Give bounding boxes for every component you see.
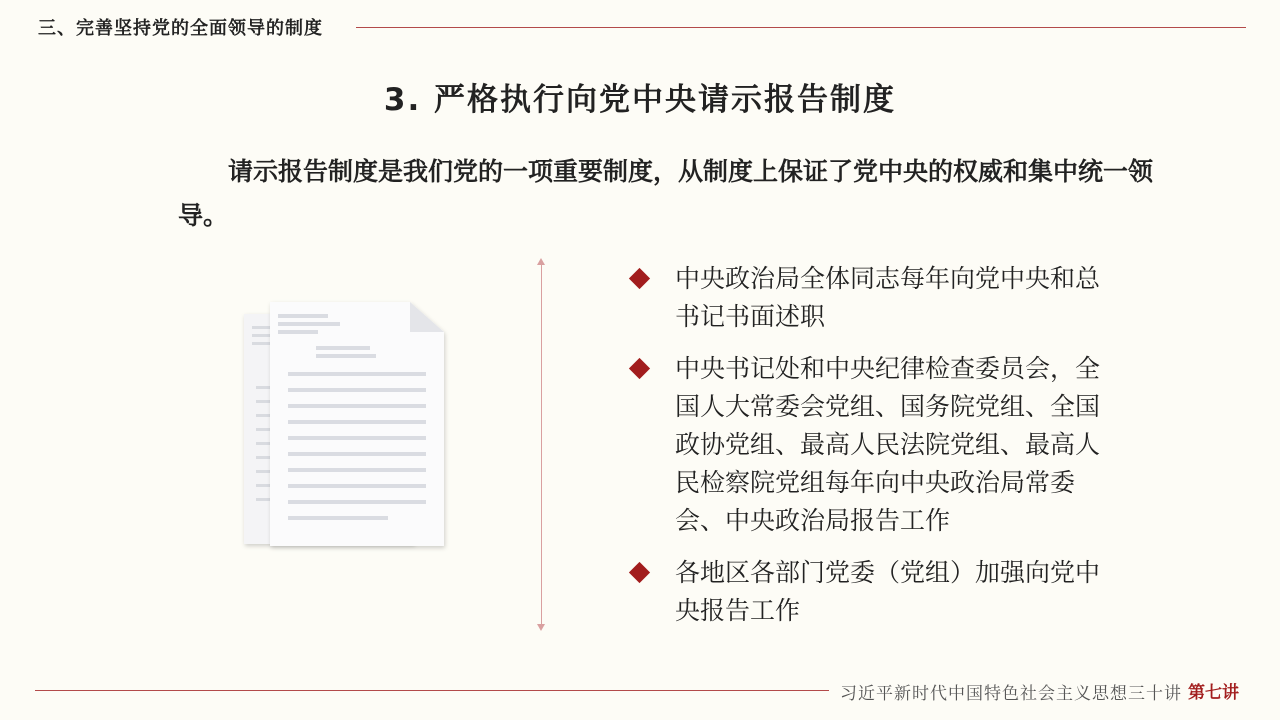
list-item bbox=[628, 350, 1108, 540]
vertical-divider bbox=[541, 262, 542, 628]
footer-lecture-number: 第七讲 bbox=[1188, 683, 1239, 703]
document-stack-icon bbox=[236, 296, 456, 556]
slide-title: 3. 严格执行向党中央请示报告制度 bbox=[383, 82, 897, 118]
list-item-text: 各地区各部门党委（党组）加强向党中央报告工作 bbox=[675, 558, 1101, 625]
diamond-bullet-icon bbox=[629, 268, 650, 289]
footer-series-title: 习近平新时代中国特色社会主义思想三十讲 bbox=[840, 684, 1182, 704]
header-divider bbox=[356, 27, 1246, 28]
footer-divider bbox=[35, 690, 829, 691]
diamond-bullet-icon bbox=[629, 562, 650, 583]
section-header: 三、完善坚持党的全面领导的制度 bbox=[38, 18, 323, 39]
list-item-text: 中央政治局全体同志每年向党中央和总书记书面述职 bbox=[675, 264, 1101, 331]
list-item bbox=[628, 554, 1108, 630]
intro-paragraph: 请示报告制度是我们党的一项重要制度，从制度上保证了党中央的权威和集中统一领导。 bbox=[178, 157, 1154, 230]
diamond-bullet-icon bbox=[629, 358, 650, 379]
list-item-text: 中央书记处和中央纪律检查委员会，全国人大常委会党组、国务院党组、全国政协党组、最高人民法院党组、最高人民检察院党组每年向中央政治局常委会、中央政治局报告工作 bbox=[675, 354, 1101, 535]
bullet-list bbox=[628, 260, 1108, 630]
list-item bbox=[628, 260, 1108, 336]
divider-arrow-down-icon bbox=[537, 624, 545, 631]
